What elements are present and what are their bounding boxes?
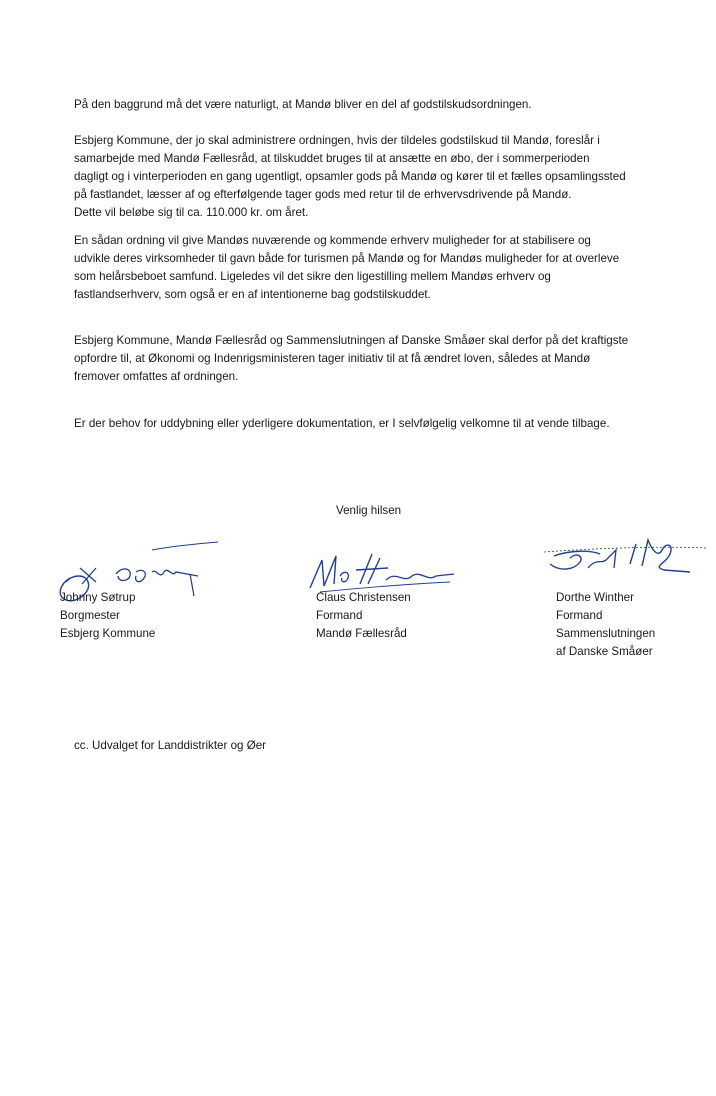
paragraph-5 [74,415,674,433]
text-line: Dette vil beløbe sig til ca. 110.000 kr. om året. [74,206,309,219]
signer-organization-cont: af Danske Småøer [556,645,653,658]
text-line: En sådan ordning vil give Mandøs nuværende og kommende erhverv muligheder for at stabilisere og [74,234,591,247]
signer-title: Borgmester [60,609,120,622]
signer-organization: Esbjerg Kommune [60,627,156,640]
text-line: på fastlandet, læsser af og efterfølgende tager gods med retur til de erhvervsdrivende på Mandø. [74,188,572,201]
text-line: udvikle deres virksomheder til gavn både for turismen på Mandø og for Mandøs muligheder for at overleve [74,252,620,265]
text-line: samarbejde med Mandø Fællesråd, at tilskuddet bruges til at ansætte en øbo, der i sommerperioden [74,152,590,165]
signer-title: Formand [316,609,363,622]
closing-greeting: Venlig hilsen [336,504,402,517]
signer-dorthe [556,589,655,661]
text-line: fremover omfattes af ordningen. [74,370,239,383]
signature-claus [300,540,460,596]
paragraph-1 [74,96,674,114]
paragraph-2 [74,132,674,222]
text-line: opfordre til, at Økonomi og Indenrigsministeren tager initiativ til at få ændret loven, således at Mandø [74,352,591,365]
cc-line: cc. Udvalget for Landdistrikter og Øer [74,739,267,752]
text-line: fastlandserhverv, som også er en af intentionerne bag godstilskuddet. [74,288,431,301]
signer-name: Dorthe Winther [556,591,634,604]
text-line: som helårsbeboet samfund. Ligeledes vil det sikre den ligestilling mellem Mandøs erhverv og [74,270,551,283]
text-line: På den baggrund må det være naturligt, at Mandø bliver en del af godstilskudsordningen. [74,98,532,111]
text-line: Er der behov for uddybning eller yderligere dokumentation, er I selvfølgelig velkomne til at vende tilbage. [74,417,610,430]
signer-name: Claus Christensen [316,591,411,604]
paragraph-3 [74,232,674,304]
signer-name: Johnny Søtrup [60,591,136,604]
signer-title: Formand [556,609,603,622]
signer-johnny [60,589,155,643]
text-line: Esbjerg Kommune, der jo skal administrere ordningen, hvis der tildeles godstilskud til Mandø, foreslår i [74,134,600,147]
signer-organization: Sammenslutningen [556,627,656,640]
text-line: dagligt og i vinterperioden en gang ugentligt, opsamler gods på Mandø og kører til et fælles opsamlingssted [74,170,626,183]
signature-dorthe [540,528,710,580]
paragraph-4 [74,332,674,386]
signer-organization: Mandø Fællesråd [316,627,407,640]
signer-claus [316,589,411,643]
text-line: Esbjerg Kommune, Mandø Fællesråd og Sammenslutningen af Danske Småøer skal derfor på det kraftigste [74,334,629,347]
